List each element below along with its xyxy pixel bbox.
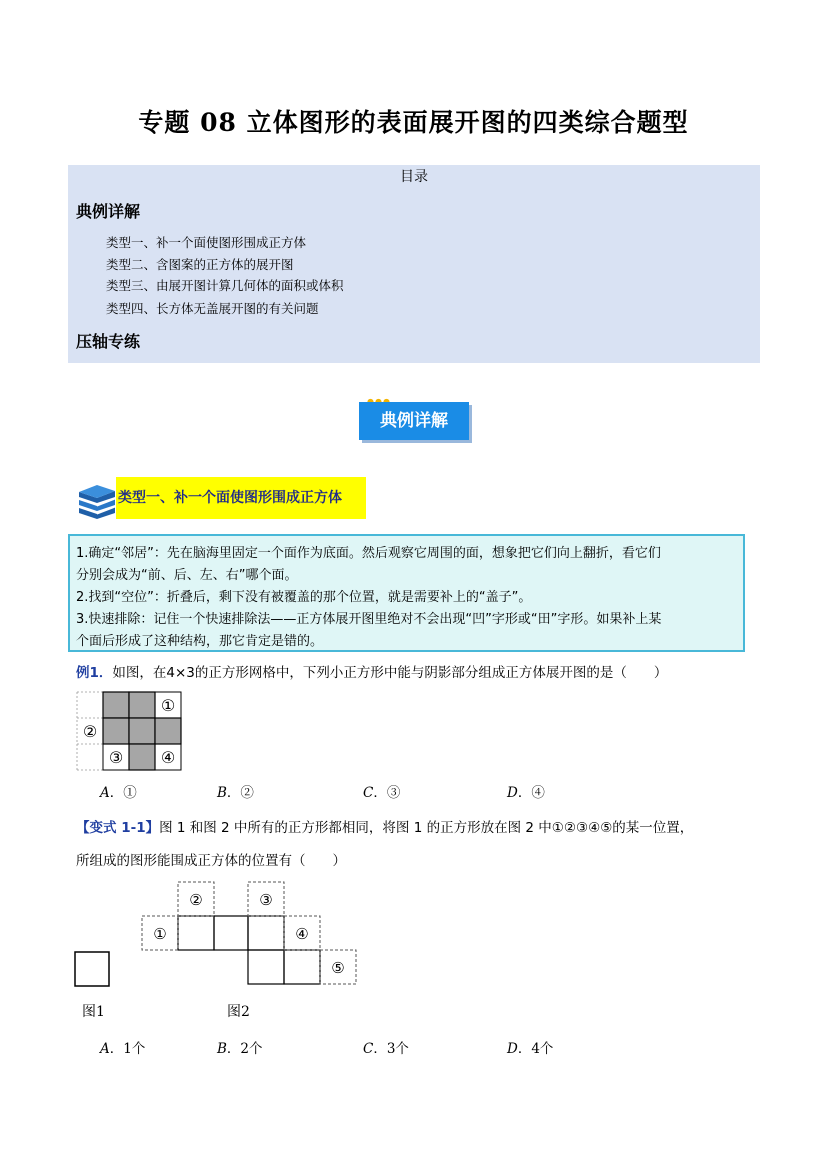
page-title: 专题 08 立体图形的表面展开图的四类综合题型 — [138, 108, 689, 137]
slot-mark-1: ① — [153, 925, 167, 943]
net-square — [248, 916, 284, 950]
toc-section-examples[interactable]: 典例详解 — [76, 202, 141, 221]
badge-label: 典例详解 — [359, 402, 469, 440]
section-badge — [359, 398, 473, 444]
variant1-option-a[interactable]: A．1个 — [100, 1041, 146, 1057]
variant1-question-line1: 【变式 1-1】图 1 和图 2 中所有的正方形都相同，将图 1 的正方形放在图 2 中①②③④⑤的某一位置， — [76, 820, 694, 836]
net-square — [178, 916, 214, 950]
example1-option-c[interactable]: C．③ — [363, 785, 401, 801]
type-banner: 类型一、补一个面使图形围成正方体 — [116, 477, 366, 519]
variant1-figures — [74, 880, 364, 990]
variant1-option-c[interactable]: C．3个 — [363, 1041, 409, 1057]
grid-mark-2: ② — [82, 722, 98, 741]
figure2-caption: 图2 — [227, 1004, 250, 1020]
shaded-cell — [129, 692, 155, 718]
grid-mark-1: ① — [160, 696, 176, 715]
toc-heading: 目录 — [400, 169, 428, 185]
example1-grid-figure — [76, 691, 182, 771]
slot-mark-5: ⑤ — [331, 959, 345, 977]
books-icon — [76, 480, 118, 520]
tip-line: 2.找到“空位”：折叠后，剩下没有被覆盖的那个位置，就是需要补上的“盖子”。 — [76, 590, 532, 605]
figure1-square — [75, 952, 109, 986]
toc-item-type1[interactable]: 类型一、补一个面使图形围成正方体 — [106, 235, 307, 250]
shaded-cell — [155, 718, 181, 744]
shaded-cell — [103, 692, 129, 718]
example1-option-d[interactable]: D．④ — [507, 785, 545, 801]
variant1-option-b[interactable]: B．2个 — [217, 1041, 263, 1057]
net-square — [284, 950, 320, 984]
net-square — [248, 950, 284, 984]
variant1-option-d[interactable]: D．4个 — [507, 1041, 554, 1057]
example1-option-a[interactable]: A．① — [100, 785, 137, 801]
net-square — [214, 916, 248, 950]
tips-box — [68, 534, 745, 652]
shaded-cell — [129, 718, 155, 744]
shaded-cell — [129, 744, 155, 770]
variant1-label: 【变式 1-1】 — [76, 820, 160, 836]
grid-mark-3: ③ — [108, 748, 124, 767]
toc-section-practice[interactable]: 压轴专练 — [76, 332, 141, 351]
slot-mark-2: ② — [189, 891, 203, 909]
example1-text: 如图，在4×3的正方形网格中，下列小正方形中能与阴影部分组成正方体展开图的是（ ） — [112, 665, 668, 681]
shaded-cell — [103, 718, 129, 744]
variant1-question-line2: 所组成的图形能围成正方体的位置有（ ） — [76, 853, 346, 869]
tip-line: 分别会成为“前、后、左、右”哪个面。 — [76, 568, 298, 583]
table-of-contents — [68, 165, 760, 363]
toc-item-type4[interactable]: 类型四、长方体无盖展开图的有关问题 — [106, 301, 319, 316]
tip-line: 1.确定“邻居”：先在脑海里固定一个面作为底面。然后观察它周围的面，想象把它们向上翻折，看它们 — [76, 546, 661, 561]
slot-mark-3: ③ — [259, 891, 273, 909]
toc-item-type2[interactable]: 类型二、含图案的正方体的展开图 — [106, 257, 294, 272]
figure1-caption: 图1 — [82, 1004, 105, 1020]
tip-line: 3.快速排除：记住一个快速排除法——正方体展开图里绝对不会出现“凹”字形或“田”字形。如果补上某 — [76, 612, 662, 627]
example1-option-b[interactable]: B．② — [217, 785, 254, 801]
slot-mark-4: ④ — [295, 925, 309, 943]
toc-item-type3[interactable]: 类型三、由展开图计算几何体的面积或体积 — [106, 278, 344, 293]
tip-line: 个面后形成了这种结构，那它肯定是错的。 — [76, 634, 324, 649]
grid-mark-4: ④ — [160, 748, 176, 767]
example1-question — [76, 661, 667, 681]
example1-label: 例1． — [76, 665, 113, 681]
